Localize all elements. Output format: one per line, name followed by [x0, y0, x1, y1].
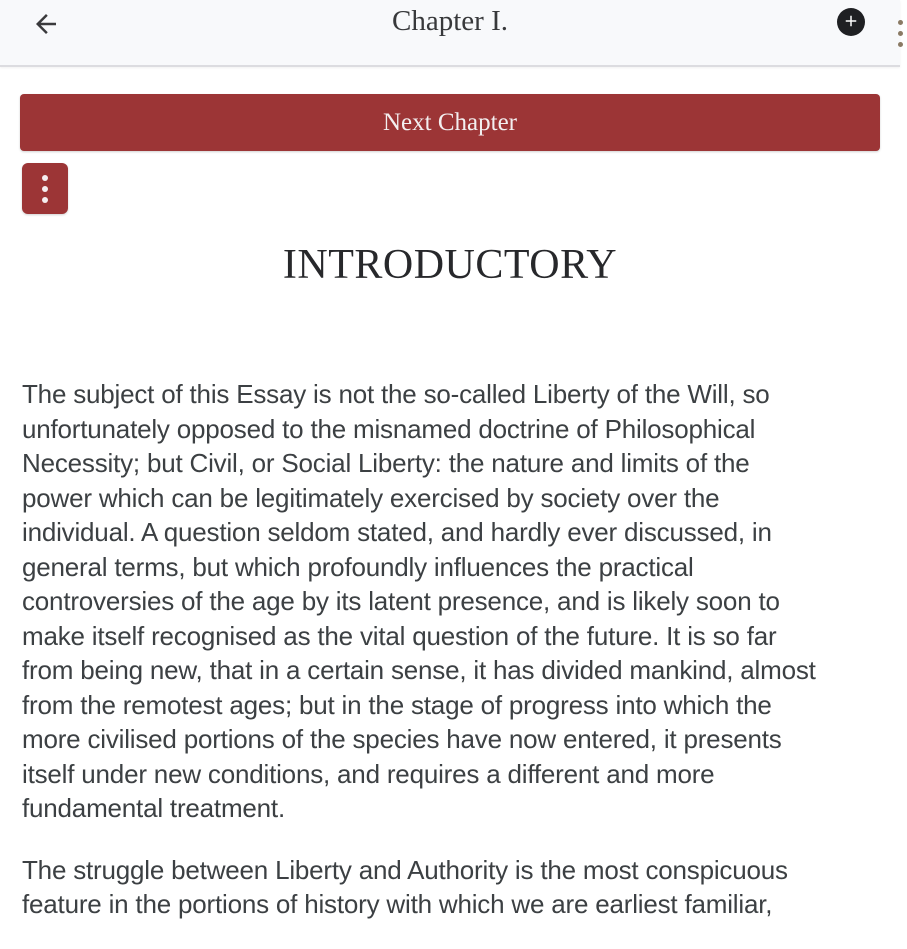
- kebab-vertical-icon: [42, 175, 48, 181]
- kebab-dot: [898, 31, 903, 36]
- text-line: fundamental treatment.: [22, 793, 285, 823]
- app-bar: [0, 0, 900, 67]
- text-line: itself under new conditions, and requires a different and more: [22, 758, 715, 789]
- text-line: The subject of this Essay is not the so-called Liberty of the Will, so: [22, 379, 770, 409]
- text-line: power which can be legitimately exercised by society over the: [22, 482, 720, 513]
- kebab-dot: [898, 42, 903, 47]
- paragraph: [22, 853, 892, 922]
- text-line: The struggle between Liberty and Authority is the most conspicuous: [22, 854, 788, 885]
- text-line: controversies of the age by its latent presence, and is likely soon to: [22, 586, 780, 616]
- text-line: make itself recognised as the vital question of the future. It is so far: [22, 620, 777, 651]
- text-line: individual. A question seldom stated, and hardly ever discussed, in: [22, 517, 772, 547]
- chapter-options-button[interactable]: [22, 163, 68, 214]
- text-line: from the remotest ages; but in the stage of progress into which the: [22, 689, 772, 720]
- kebab-dot: [42, 197, 48, 203]
- page-title: Chapter I.: [392, 5, 508, 37]
- text-line: unfortunately opposed to the misnamed doctrine of Philosophical: [22, 413, 756, 444]
- text-line: Necessity; but Civil, or Social Liberty: the nature and limits of the: [22, 448, 750, 478]
- plus-icon: [842, 12, 860, 33]
- add-button[interactable]: [837, 8, 865, 36]
- text-line: from being new, that in a certain sense, it has divided mankind, almost: [22, 655, 816, 685]
- kebab-dot: [42, 186, 48, 192]
- next-chapter-button[interactable]: [20, 94, 880, 151]
- text-line: general terms, but which profoundly influences the practical: [22, 551, 694, 582]
- chapter-text: [22, 377, 892, 949]
- text-line: more civilised portions of the species have now entered, it presents: [22, 724, 782, 754]
- kebab-vertical-icon: [898, 20, 903, 25]
- text-line: feature in the portions of history with which we are earliest familiar,: [22, 889, 773, 919]
- paragraph: [22, 377, 892, 826]
- overflow-menu-button[interactable]: [893, 12, 907, 54]
- next-chapter-label: Next Chapter: [383, 108, 517, 136]
- chapter-heading: INTRODUCTORY: [282, 242, 618, 288]
